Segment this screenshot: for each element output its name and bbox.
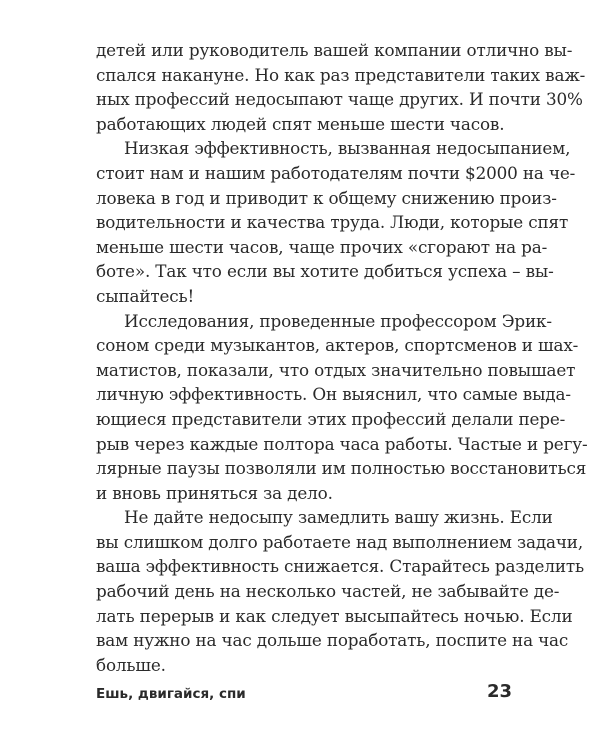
text-line: ющиеся представители этих профессий делали пере- <box>96 408 566 429</box>
text-line: спался накануне. Но как раз представители таких важ- <box>96 64 586 85</box>
text-line: больше. <box>96 654 166 675</box>
text-line: матистов, показали, что отдых значительно повышает <box>96 359 576 380</box>
text-line: ловека в год и приводит к общему снижению произ- <box>96 187 557 208</box>
running-footer-title: Ешь, двигайся, спи <box>96 686 246 702</box>
text-line: рыв через каждые полтора часа работы. Частые и регу- <box>96 433 588 454</box>
page-number: 23 <box>486 681 512 702</box>
text-line: водительности и качества труда. Люди, которые спят <box>96 212 569 233</box>
text-line: лать перерыв и как следует высыпайтесь ночью. Если <box>96 605 573 626</box>
text-line: ных профессий недосыпают чаще других. И почти 30% <box>96 89 583 110</box>
text-line: стоит нам и нашим работодателям почти $2000 на че- <box>96 162 576 183</box>
text-line: соном среди музыкантов, актеров, спортсменов и шах- <box>96 335 579 356</box>
text-line: лярные паузы позволяли им полностью восстановиться <box>96 458 587 479</box>
text-line: меньше шести часов, чаще прочих «сгорают на ра- <box>96 236 548 257</box>
text-line: ваша эффективность снижается. Старайтесь разделить <box>96 556 584 577</box>
text-line: рабочий день на несколько частей, не забывайте де- <box>96 581 560 602</box>
paragraph <box>96 38 586 136</box>
text-line: Низкая эффективность, вызванная недосыпанием, <box>124 138 571 159</box>
text-line: вы слишком долго работаете над выполнением задачи, <box>96 531 584 552</box>
paragraph <box>96 309 588 506</box>
text-line: вам нужно на час дольше поработать, поспите на час <box>96 630 569 651</box>
text-line: и вновь приняться за дело. <box>96 482 333 503</box>
text-line: боте». Так что если вы хотите добиться успеха – вы- <box>96 261 554 282</box>
text-line: детей или руководитель вашей компании отлично вы- <box>96 40 573 60</box>
text-line: сыпайтесь! <box>96 285 195 306</box>
paragraph <box>96 505 584 677</box>
page-body-text <box>96 38 588 677</box>
text-line: Исследования, проведенные профессором Эрик- <box>124 310 552 331</box>
text-line: работающих людей спят меньше шести часов. <box>96 113 505 134</box>
text-line: Не дайте недосыпу замедлить вашу жизнь. Если <box>124 507 553 528</box>
text-line: личную эффективность. Он выяснил, что самые выда- <box>96 384 571 405</box>
paragraph <box>96 136 576 308</box>
